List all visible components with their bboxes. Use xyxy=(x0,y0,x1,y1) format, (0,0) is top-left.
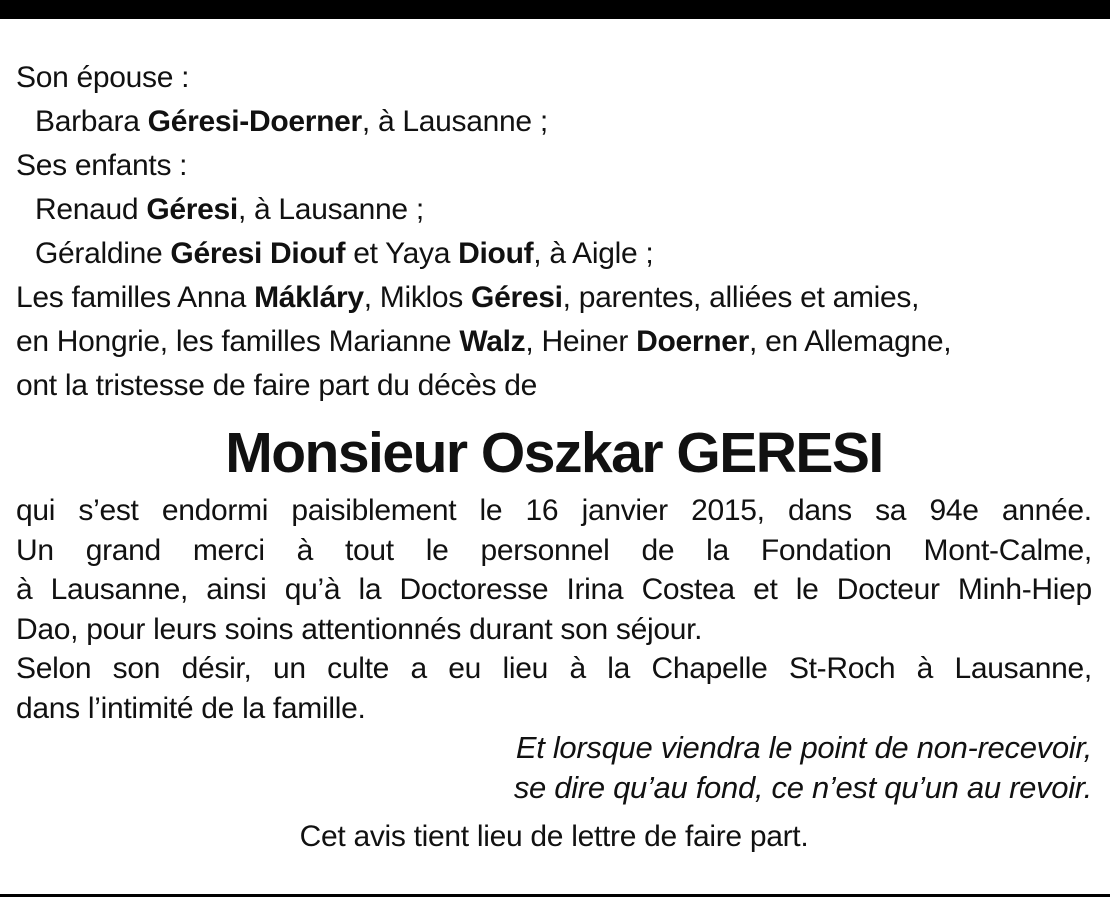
children-heading: Ses enfants : xyxy=(16,149,188,182)
child-2-surname: Géresi Diouf xyxy=(170,237,346,270)
poem-quote xyxy=(16,728,1092,807)
families-line-2: en Hongrie, les familles Marianne Walz, Heiner Doerner, en Allemagne, xyxy=(16,325,952,358)
notice-body xyxy=(16,491,1092,728)
body-line: Un grand merci à tout le personnel de la Fondation Mont-Calme, xyxy=(16,533,1092,567)
poem-line: Et lorsque viendra le point de non-recevoir, xyxy=(515,730,1092,765)
obituary-notice xyxy=(16,56,1092,859)
families-line-1: Les familles Anna Mákláry, Miklos Géresi, parentes, alliées et amies, xyxy=(16,281,920,314)
child-line-2: Géraldine Géresi Diouf et Yaya Diouf, à Aigle ; xyxy=(35,237,654,270)
spouse-surname: Géresi-Doerner xyxy=(147,105,362,138)
spouse-line: Barbara Géresi-Doerner, à Lausanne ; xyxy=(35,105,548,138)
deceased-name: Monsieur Oszkar GERESI xyxy=(225,421,883,485)
body-line: dans l’intimité de la famille. xyxy=(16,691,366,725)
poem-line: se dire qu’au fond, ce n’est qu’un au revoir. xyxy=(513,769,1092,805)
child-2-partner-surname: Diouf xyxy=(458,237,534,270)
body-line: Selon son désir, un culte a eu lieu à la Chapelle St-Roch à Lausanne, xyxy=(16,652,1092,685)
footer-note: Cet avis tient lieu de lettre de faire part. xyxy=(299,820,809,853)
body-line: à Lausanne, ainsi qu’à la Doctoresse Irina Costea et le Docteur Minh-Hiep xyxy=(16,573,1092,606)
body-line: Dao, pour leurs soins attentionnés durant son séjour. xyxy=(16,612,703,646)
spouse-heading: Son épouse : xyxy=(16,61,190,94)
top-border-bar xyxy=(0,0,1110,19)
body-line: qui s’est endormi paisiblement le 16 janvier 2015, dans sa 94e année. xyxy=(16,494,1092,527)
child-line-1: Renaud Géresi, à Lausanne ; xyxy=(35,193,424,226)
child-1-surname: Géresi xyxy=(146,193,238,226)
bottom-border-rule xyxy=(0,894,1110,897)
announcement-line: ont la tristesse de faire part du décès de xyxy=(16,369,538,402)
